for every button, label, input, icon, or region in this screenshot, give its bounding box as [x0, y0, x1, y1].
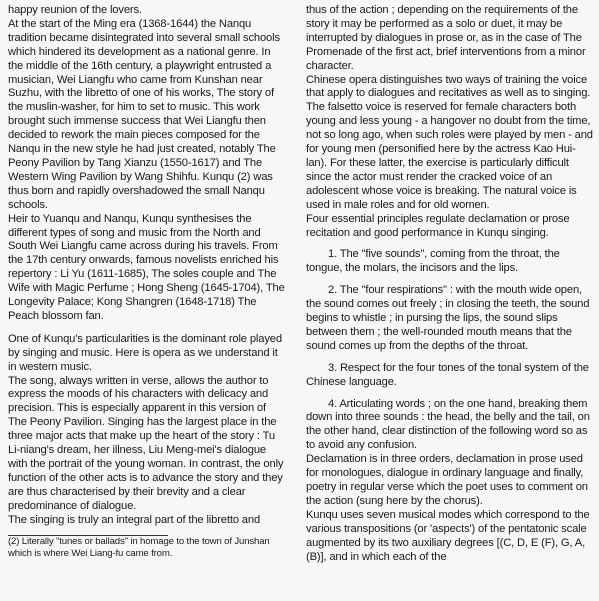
list-item: 3. Respect for the four tones of the tonal system of the Chinese language. — [306, 361, 589, 388]
paragraph: The singing is truly an integral part of the libretto and — [8, 513, 261, 526]
list-item: 4. Articulating words ; on the one hand, breaking them down into three sounds : the head, the belly and the tail, on the other hand, clear distinction of the following word so as to avoid any confusion. — [306, 397, 590, 452]
paragraph: happy reunion of the lovers. — [8, 4, 142, 16]
list-item: 2. The "four respirations" : with the mouth wide open, the sound comes out freely ; in closing the teeth, the sound begins to whistle ; in pursing the lips, the sound slips between them ; the well-rounded mouth means that the sound comes up from the depths of the throat. — [306, 284, 590, 352]
list-item: 1. The "five sounds", coming from the throat, the tongue, the molars, the incisors and the lips. — [306, 248, 560, 275]
left-column — [8, 4, 287, 560]
paragraph: At the start of the Ming era (1368-1644) the Nanqu tradition became disintegrated into several small schools which hindered its development as a national genre. In the middle of the 16th century, a playwright entrusted a musician, Wei Liangfu who came from Kunshan near Suzhu, with the libretto of one of his works, The story of the muslin-washer, for him to set to music. This work brought such immense success that Wei Liangfu then decided to rework the main pieces composed for the Nanqu in the new style he had just created, notably The Peony Pavilion by Tang Xianzu (1550-1617) and The Western Wing Pavilion by Wang Shihfu. Kunqu (2) was thus born and rapidly overshadowed the small Nanqu schools. — [8, 17, 280, 211]
paragraph: Chinese opera distinguishes two ways of training the voice that apply to dialogues and recitatives as well as to singing. The falsetto voice is reserved for female characters both young and less young - a hangover no doubt from the time, not so long ago, when such roles were played by men - and for young men (personified here by the actress Kao Hui-lan). For these latter, the exercise is particularly difficult since the actor must render the cracked voice of an adolescent whose voice is breaking. The natural voice is used in male roles and for old women. — [306, 73, 593, 211]
paragraph: Four essential principles regulate declamation or prose recitation and good performance in Kunqu singing. — [306, 212, 570, 239]
footnote: (2) Literally "tunes or ballads" in homage to the town of Junshan which is where Wei Liang-fu came from. — [8, 535, 270, 559]
right-column — [306, 4, 593, 564]
paragraph: thus of the action ; depending on the requirements of the story it may be performed as a solo or duet, it may be interrupted by dialogues in prose or, as in the case of The Promenade of the first act, brief interventions from a minor character. — [306, 4, 586, 72]
paragraph: Heir to Yuanqu and Nanqu, Kunqu synthesises the different types of song and music from the North and South Wei Liangfu came across during his travels. From the 17th century onwards, famous novelists enriched his repertory : Li Yu (1611-1685), The soles couple and The Wife with Magic Perfume ; Hong Sheng (1645-1704), The Longevity Palace; Kong Shangren (1648-1718) The Peach blossom fan. — [8, 212, 285, 322]
paragraph: The song, always written in verse, allows the author to express the moods of his characters with delicacy and precision. This is especially apparent in this version of The Peony Pavilion. Singing has the largest place in the three major acts that make up the heart of the story : Tu Li-niang's dream, her illness, Liu Meng-mei's dialogue with the portrait of the young woman. In contrast, the only function of the other acts is to advance the story and they are thus characterised by their brevity and a clear predominance of dialogue. — [8, 374, 284, 512]
paragraph: One of Kunqu's particularities is the dominant role played by singing and music. Here is opera as we understand it in western music. — [8, 332, 282, 373]
paragraph: Kunqu uses seven musical modes which correspond to the various transpositions (or 'aspects') of the pentatonic scale augmented by its two auxiliary degrees [(C, D, E (F), G, A, (B)], and in which each of the — [306, 508, 590, 563]
paragraph: Declamation is in three orders, declamation in prose used for monologues, dialogue in ordinary language and finally, poetry in regular verse which the poet uses to comment on the action (sung here by the chorus). — [306, 453, 588, 507]
